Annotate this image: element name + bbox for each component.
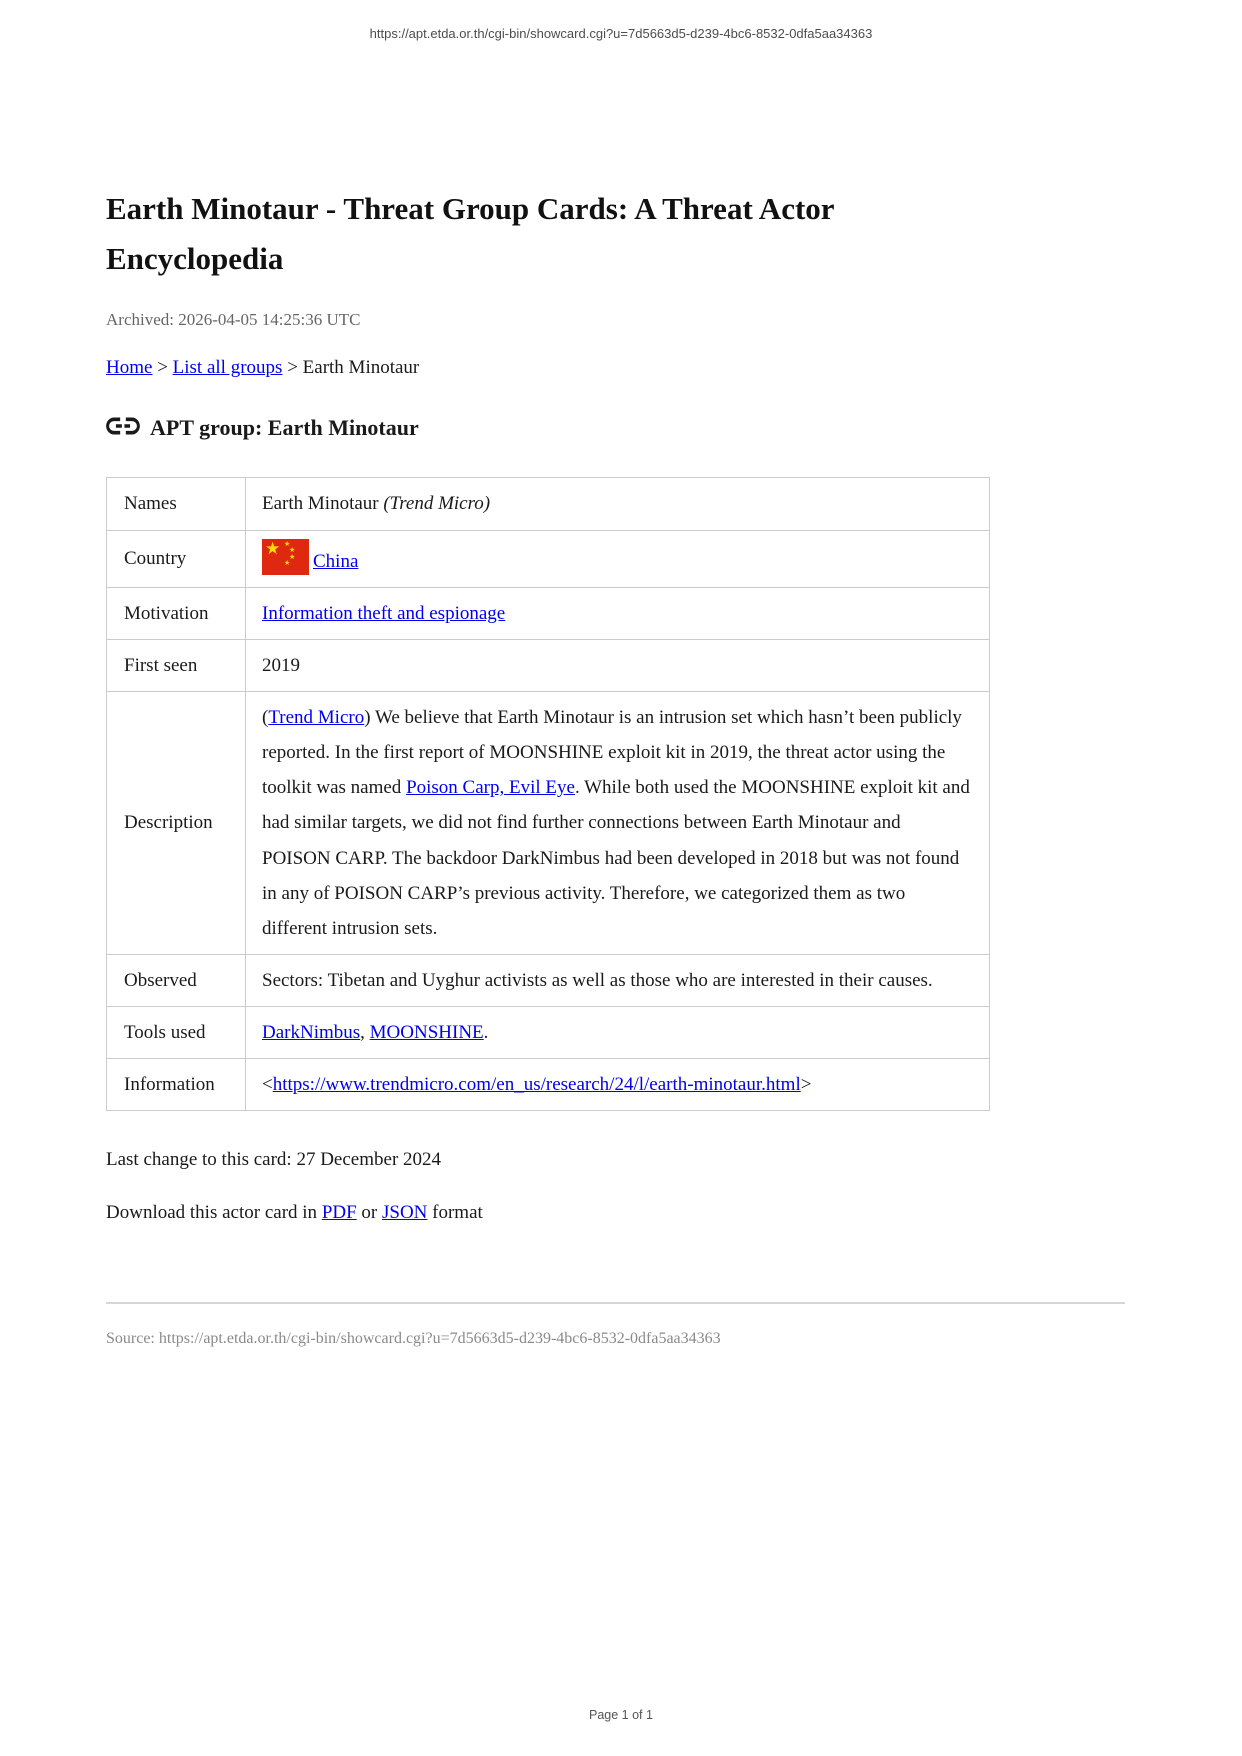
row-value-observed: Sectors: Tibetan and Uyghur activists as well as those who are interested in their causes. bbox=[246, 954, 990, 1006]
main-content bbox=[106, 0, 1136, 1348]
table-row-first-seen bbox=[107, 639, 990, 691]
row-value-information: <https://www.trendmicro.com/en_us/research/24/l/earth-minotaur.html> bbox=[246, 1059, 990, 1111]
row-label-first-seen: First seen bbox=[107, 639, 246, 691]
page-title: Earth Minotaur - Threat Group Cards: A Threat Actor Encyclopedia bbox=[106, 191, 834, 277]
horizontal-divider bbox=[106, 1302, 1125, 1304]
china-flag-icon: ★ ★ ★ ★ ★ bbox=[262, 539, 309, 575]
row-label-motivation: Motivation bbox=[107, 587, 246, 639]
table-row-information bbox=[107, 1059, 990, 1111]
row-label-description: Description bbox=[107, 692, 246, 955]
source-url-line: Source: https://apt.etda.or.th/cgi-bin/showcard.cgi?u=7d5663d5-d239-4bc6-8532-0dfa5aa34363 bbox=[106, 1330, 721, 1348]
table-row-description bbox=[107, 692, 990, 955]
information-trendmicro-url-link[interactable]: https://www.trendmicro.com/en_us/research/24/l/earth-minotaur.html bbox=[272, 1074, 801, 1096]
country-china-link[interactable]: China bbox=[313, 550, 359, 572]
download-pdf-link[interactable]: PDF bbox=[321, 1202, 357, 1224]
description-trend-micro-link[interactable]: Trend Micro bbox=[268, 707, 365, 728]
actor-card-table bbox=[106, 477, 990, 1111]
breadcrumb-current: Earth Minotaur bbox=[302, 357, 420, 379]
archived-timestamp: Archived: 2026-04-05 14:25:36 UTC bbox=[106, 310, 361, 330]
table-row-observed bbox=[107, 954, 990, 1006]
table-row-motivation bbox=[107, 587, 990, 639]
table-row-tools-used bbox=[107, 1007, 990, 1059]
download-line: Download this actor card in PDF or JSON format bbox=[106, 1202, 483, 1224]
table-row-country bbox=[107, 530, 990, 587]
row-label-tools-used: Tools used bbox=[107, 1007, 246, 1059]
row-label-information: Information bbox=[107, 1059, 246, 1111]
breadcrumb-separator: > bbox=[152, 357, 173, 379]
description-poison-carp-link[interactable]: Poison Carp, Evil Eye bbox=[406, 777, 575, 799]
print-footer-page-number: Page 1 of 1 bbox=[589, 1708, 653, 1722]
breadcrumb-separator: > bbox=[282, 357, 303, 379]
last-change-line: Last change to this card: 27 December 2024 bbox=[106, 1149, 442, 1171]
row-value-names: Earth Minotaur (Trend Micro) bbox=[246, 478, 990, 530]
row-value-tools-used: DarkNimbus, MOONSHINE. bbox=[246, 1007, 990, 1059]
row-value-motivation bbox=[246, 587, 990, 639]
breadcrumb-list-all-groups-link[interactable]: List all groups bbox=[172, 357, 283, 379]
motivation-link[interactable]: Information theft and espionage bbox=[262, 602, 506, 624]
print-header-url: https://apt.etda.or.th/cgi-bin/showcard.cgi?u=7d5663d5-d239-4bc6-8532-0dfa5aa34363 bbox=[369, 26, 873, 41]
table-row-names bbox=[107, 478, 990, 530]
row-value-description: (Trend Micro) We believe that Earth Minotaur is an intrusion set which hasn’t been publicly reported. In the first report of MOONSHINE exploit kit in 2019, the threat actor using the toolkit was named Poison Carp, Evil Eye. While both used the MOONSHINE exploit kit and had similar targets, we did not find further connections between Earth Minotaur and POISON CARP. The backdoor DarkNimbus had been developed in 2018 but was not found in any of POISON CARP’s previous activity. Therefore, we categorized them as two different intrusion sets. bbox=[246, 692, 990, 955]
names-source-note: (Trend Micro) bbox=[383, 493, 491, 515]
tool-moonshine-link[interactable]: MOONSHINE bbox=[369, 1022, 484, 1044]
breadcrumb bbox=[106, 357, 1136, 379]
breadcrumb-home-link[interactable]: Home bbox=[106, 357, 153, 379]
apt-group-heading bbox=[106, 415, 1136, 441]
chain-link-icon[interactable] bbox=[106, 413, 140, 439]
row-value-first-seen: 2019 bbox=[246, 639, 990, 691]
tool-darknimbus-link[interactable]: DarkNimbus bbox=[262, 1022, 361, 1044]
download-json-link[interactable]: JSON bbox=[382, 1202, 428, 1224]
row-label-observed: Observed bbox=[107, 954, 246, 1006]
row-label-names: Names bbox=[107, 478, 246, 530]
apt-group-heading-text: APT group: Earth Minotaur bbox=[150, 415, 419, 441]
row-value-country bbox=[246, 530, 990, 587]
row-label-country: Country bbox=[107, 530, 246, 587]
